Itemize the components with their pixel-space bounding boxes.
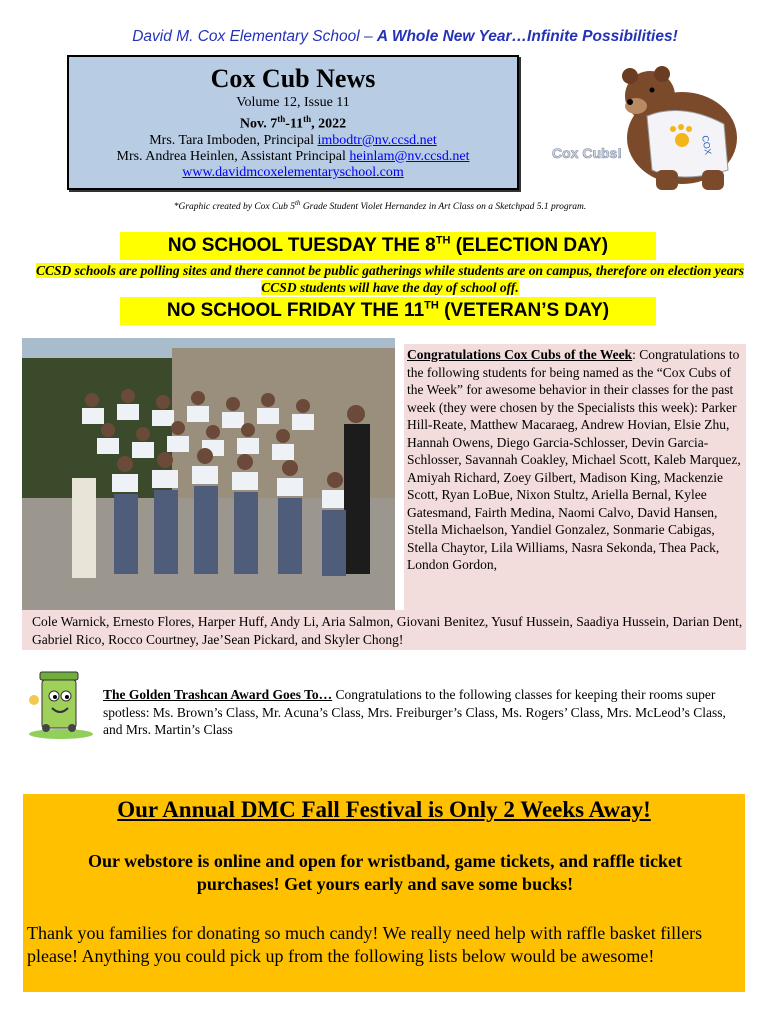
graphic-credit: *Graphic created by Cox Cub 5th Grade Student Violet Hernandez in Art Class on a Sketchpad 5.1 program. xyxy=(173,199,587,213)
fall-festival-title: Our Annual DMC Fall Festival is Only 2 Weeks Away! xyxy=(117,797,651,822)
polling-note: CCSD schools are polling sites and there cannot be public gatherings while students are on campus, therefore on election years CCSD students will have the day of school off. xyxy=(35,263,745,295)
tagline-motto: A Whole New Year…Infinite Possibilities! xyxy=(376,28,678,45)
group-photo-icon xyxy=(22,338,395,610)
masthead xyxy=(67,55,519,190)
candy-thanks-text: Thank you families for donating so much candy! We really need help with raffle basket fillers please! Anything you could pick up from the following lists below would be awesome! xyxy=(27,923,703,966)
volume-issue: Volume 12, Issue 11 xyxy=(236,95,350,110)
tagline xyxy=(0,28,768,46)
trashcan-mascot-icon xyxy=(26,664,96,740)
election-day-banner: NO SCHOOL TUESDAY THE 8TH (ELECTION DAY) xyxy=(120,232,656,260)
newsletter-title: Cox Cub News xyxy=(210,64,376,93)
cubs-of-week-text xyxy=(407,346,747,574)
issue-date: Nov. 7th-11th, 2022 xyxy=(239,114,347,132)
bear-mascot-icon xyxy=(552,66,742,192)
assistant-principal-line: Mrs. Andrea Heinlen, Assistant Principal heinlam@nv.ccsd.net xyxy=(116,148,470,164)
cubs-of-week-continued: Cole Warnick, Ernesto Flores, Harper Huff, Andy Li, Aria Salmon, Giovani Benitez, Yusuf Hussein, Saadiya Hussein, Darian Dent, Gabriel Rico, Rocco Courtney, Jae’Sean Pickard, and Skyler Chong! xyxy=(32,614,743,647)
mascot-caption: Cox Cubs! xyxy=(552,145,622,161)
cubs-of-week-heading: Congratulations Cox Cubs of the Week xyxy=(407,347,633,362)
golden-trashcan-heading: The Golden Trashcan Award Goes To… xyxy=(103,687,333,702)
assistant-email-link[interactable]: heinlam@nv.ccsd.net xyxy=(349,148,470,164)
golden-trashcan-text xyxy=(103,686,743,739)
principal-line: Mrs. Tara Imboden, Principal imbodtr@nv.ccsd.net xyxy=(149,132,437,148)
mascot-shirt-text: COX xyxy=(700,134,714,156)
tagline-school: David M. Cox Elementary School – xyxy=(132,28,377,45)
golden-trashcan-body: Congratulations to the following classes for keeping their rooms super spotless: Ms. Brown’s Class, Mr. Acuna’s Class, Mrs. Freiburger’s Class, Ms. Rogers’ Class, Mrs. McLeod’s Class, and Mrs. Martin’s Class xyxy=(103,687,726,737)
school-website-link[interactable]: www.davidmcoxelementaryschool.com xyxy=(182,164,404,180)
principal-email-link[interactable]: imbodtr@nv.ccsd.net xyxy=(317,132,437,148)
veterans-day-banner: NO SCHOOL FRIDAY THE 11TH (VETERAN’S DAY) xyxy=(120,297,656,325)
cubs-of-week-body: : Congratulations to the following students for being named as the “Cox Cubs of the Week” for awesome behavior in their classes for the past week (they were chosen by the Specialists this week): Parker Hill-Reate, Matthew Macaraeg, Andrew Hovian, Elsie Zhu, Hannah Owens, Diego Garcia-Schlosser, Devin Garcia-Schlosser, Savannah Coakley, Michael Scott, Kaleb Marquez, Amiyah Richard, Zoey Gilbert, Madison King, Mackenzie Scott, Ryan LoBue, Nixon Stultz, Ariella Bernal, Kylee Gatesmand, Fairth Medina, Naomi Calvo, David Hansen, Stella Michaelson, Yandiel Gonzalez, Sonmarie Cabigas, Stella Chaytor, Lila Williams, Nasra Sekonda, Thea Pack, London Gordon, xyxy=(407,347,741,572)
webstore-notice: Our webstore is online and open for wristband, game tickets, and raffle ticket purchases! Get yours early and save some bucks! xyxy=(88,851,682,894)
